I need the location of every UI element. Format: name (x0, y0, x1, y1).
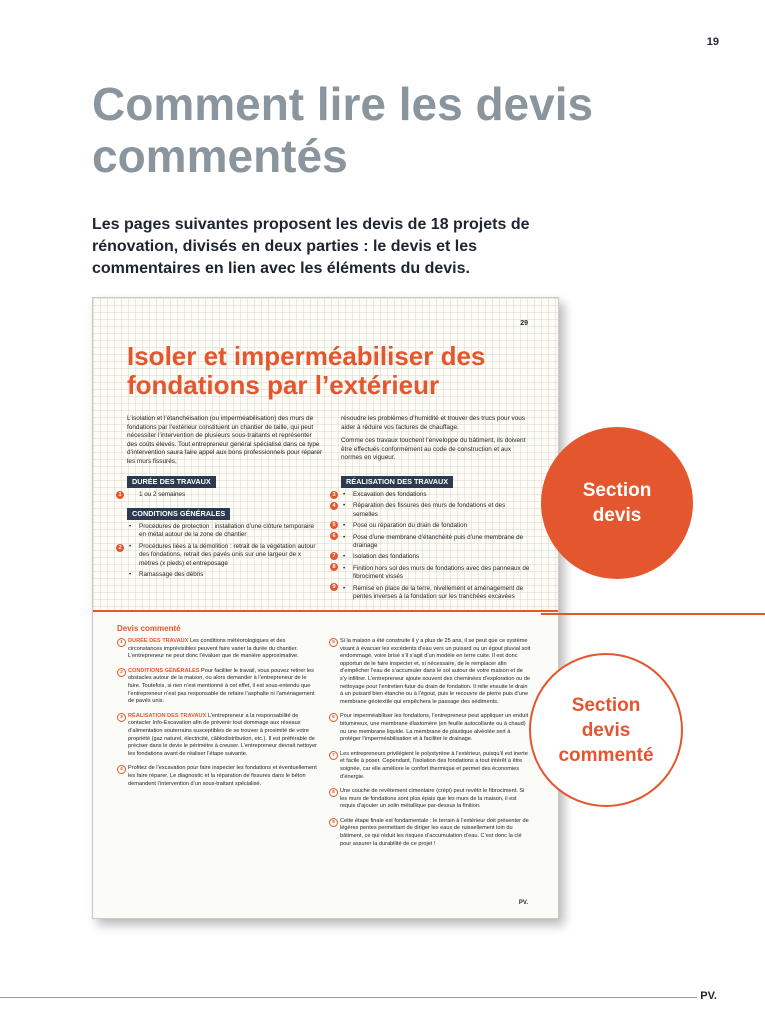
sample-intro-left: L’isolation et l’étanchéisation (ou imperméabilisation) des murs de fondations par l’extérieur constituent un chantier de taille, qui peut nécessiter l’intervention de plusieurs sous-traitants et représenter des coûts élevés. Tout entrepreneur général spécialisé dans ce type d’intervention saura faire appel aux bons professionnels pour réparer les murs fissurés, (127, 415, 323, 465)
number-marker-1: 1 (116, 491, 124, 499)
section-devis-badge: Section devis (541, 427, 693, 579)
comment-number: 3 (117, 713, 126, 722)
comments-left-column (117, 638, 319, 795)
sample-intro-right (341, 415, 531, 468)
page-title: Comment lire les devis commentés (92, 78, 594, 182)
sample-intro-right-paragraph: résoudre les problèmes d’humidité et trouver des trucs pour vous aider à réduire vos factures de chauffage. (341, 415, 525, 431)
intro-paragraph: Les pages suivantes proposent les devis de 18 projets de rénovation, divisés en deux parties : le devis et les commentaires en lien avec les éléments du devis. (92, 216, 530, 277)
sample-page-preview (92, 297, 559, 919)
devis-commente-title: Devis commenté (117, 624, 181, 633)
sample-footer-logo: PV. (518, 900, 528, 906)
comment-number: 6 (329, 713, 338, 722)
list-item: • Pose d’une membrane d’étanchéité puis d’une membrane de drainage (343, 533, 524, 550)
comment-item: 4 Profitez de l’excavation pour faire inspecter les fondations et éventuellement les faire réparer. Le diagnostic et la réparation de fissures dans le béton demandent l’intervention d’un sous-traitant spécialisé. (117, 765, 319, 788)
number-marker-8: 8 (330, 563, 338, 571)
number-marker-6: 6 (330, 532, 338, 540)
comment-item: 6 Pour imperméabiliser les fondations, l’entrepreneur peut appliquer un enduit bitumineux, une membrane élastomère (en feuille autocollante ou à chaud) ou une membrane liquide. La membrane de plastique alvéolée sert à protéger l’imperméabilisation et à faciliter le drainage. (329, 713, 531, 743)
number-marker-9: 9 (330, 583, 338, 591)
number-marker-2: 2 (116, 544, 124, 552)
duree-list (127, 491, 317, 502)
comment-number: 7 (329, 751, 338, 760)
comment-item: 2 CONDITIONS GÉNÉRALES Pour faciliter le travail, vous pouvez retirer les obstacles autour de la maison, ou alors demander à l’entrepreneur de le faire. Toutefois, si rien n’est mentionné à cet effet, il est sous-entendu que l’entrepreneur n’est pas responsable de refaire l’asphalte ni l’aménagement de pavés unis. (117, 668, 319, 706)
section-devis-commente-badge: Section devis commenté (529, 653, 683, 807)
list-item: • Isolation des fondations (343, 553, 420, 561)
comment-number: 1 (117, 638, 126, 647)
conditions-list (127, 523, 317, 582)
comment-number: 5 (329, 638, 338, 647)
conditions-header: CONDITIONS GÉNÉRALES (127, 508, 230, 520)
footer-logo: PV. (700, 990, 717, 1002)
comment-item: 9 Cette étape finale est fondamentale : le terrain à l’extérieur doit présenter de légères pentes permettant de diriger les eaux de ruissellement loin du bâtiment, ce qui réduit les risques d’accumulation d’eau. C’est donc la clé pour assurer la durabilité de ce projet ! (329, 818, 531, 848)
bottom-rule (0, 997, 697, 998)
list-item: • Finition hors sol des murs de fondations avec des panneaux de fibrociment vissés (343, 564, 530, 581)
list-item: • Ramassage des débris (129, 571, 204, 579)
list-item: • Remise en place de la terre, nivellement et aménagement de pentes inverses à la fondation sur les tranchées excavées (343, 584, 524, 601)
comment-number: 9 (329, 818, 338, 827)
list-item: • Procédures de protection : installation d’une clôture temporaire en métal autour de la zone de chantier (129, 523, 315, 539)
number-marker-3: 3 (330, 491, 338, 499)
comment-item: 5 Si la maison a été construite il y a plus de 25 ans, il se peut que ce système visant à évacuer les excédents d’eau vers un puisard ou un égout pluvial soit endommagé, voire brisé s’il s’agit d’un modèle en terre cuite. Il est donc opportun de le faire inspecter et, si nécessaire, de le remplacer afin d’empêcher l’eau de s’accumuler dans le sol autour de votre maison et de s’y infiltrer. L’entrepreneur ajoute souvent des cheminées d’exploration ou de nettoyage pour l’entretien futur du drain de fondation. Il relie ensuite le drain à un puisard bien étanche ou à l’égout, puis le recouvre de pierre puis d’une membrane géotextile qui empêchera le passage des sédiments. (329, 638, 531, 706)
page-number: 19 (706, 36, 719, 48)
comment-item: 8 Une couche de revêtement cimentaire (crépi) peut revêtir le fibrociment. Si les murs de fondations sont plus épais que les murs de la maison, il est requis d’ajouter un solin métallique par-dessus la finition. (329, 788, 531, 811)
sample-page-number: 29 (520, 320, 528, 327)
list-item: • Réparation des fissures des murs de fondations et des semelles (343, 502, 506, 518)
section-divider (93, 610, 558, 612)
duree-header: DURÉE DES TRAVAUX (127, 476, 216, 488)
number-marker-4: 4 (330, 502, 338, 510)
comment-item: 1 DURÉE DES TRAVAUX Les conditions météorologiques et des circonstances imprévisibles peuvent faire varier la durée du chantier. L’entrepreneur ne peut donc l’évaluer que de manière approximative. (117, 638, 319, 661)
comment-number: 8 (329, 788, 338, 797)
comment-item: 3 RÉALISATION DES TRAVAUX L’entrepreneur a la responsabilité de contacter Info-Excavation afin de prévenir tout dommage aux réseaux d’alimentation souterrains susceptibles de se trouver à proximité de votre propriété (gaz naturel, électricité, câblodistribution, etc.). Il est préférable de préciser dans le devis le périmètre à creuser. L’entrepreneur devrait nettoyer les fondations avant de réaliser l’étape suivante. (117, 713, 319, 759)
list-item: • Procédures liées à la démolition : retrait de la végétation autour des fondations, retrait des pavés unis sur une largeur de x mètres (x pieds) et entreposage (129, 542, 316, 567)
realisation-header: RÉALISATION DES TRAVAUX (341, 476, 453, 488)
realisation-list (341, 491, 531, 604)
list-item: • Excavation des fondations (343, 491, 427, 498)
sample-devis-section (93, 298, 558, 610)
comment-number: 4 (117, 765, 126, 774)
comments-right-column (329, 638, 531, 855)
list-item: • Pose ou réparation du drain de fondation (343, 522, 468, 530)
sample-intro-right-paragraph: Comme ces travaux touchent l’enveloppe du bâtiment, ils doivent être effectués conformément au code de construction et aux normes en vigueur. (341, 437, 526, 462)
number-marker-5: 5 (330, 521, 338, 529)
comment-number: 2 (117, 668, 126, 677)
comment-item: 7 Les entrepreneurs privilégient le polystyrène à l’extérieur, puisqu’il est inerte et facile à poser. Cependant, l’isolation des fondations a tout intérêt à être soignée, car elle améliore le confort thermique et permet des économies d’énergie. (329, 751, 531, 781)
sample-page-title: Isoler et imperméabiliser des fondations par l’extérieur (127, 341, 486, 400)
number-marker-7: 7 (330, 552, 338, 560)
connector-line (541, 613, 765, 615)
list-item: 1 ou 2 semaines (139, 491, 186, 498)
